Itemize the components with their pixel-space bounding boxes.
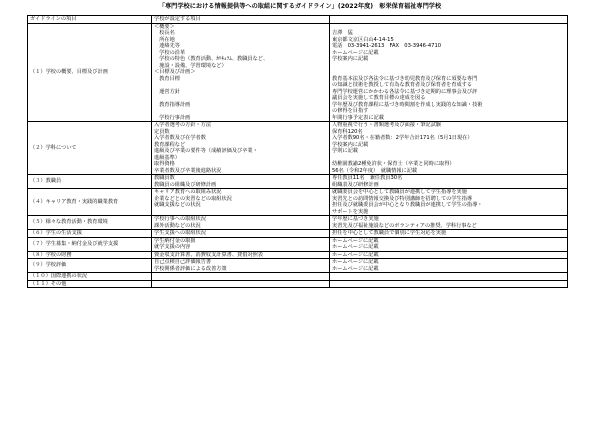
- school-item: 企業などとの実習などの取組状況: [154, 195, 232, 202]
- item-content: 吉澤 猛: [332, 30, 353, 36]
- item-content: 学年歴及び教育課程に基づき時間割を作成し実践的な知識・技術: [332, 101, 483, 108]
- section-label: （８）学校の財務: [28, 251, 152, 259]
- school-item: 運営方針: [154, 88, 180, 95]
- content-cell: [330, 122, 568, 175]
- school-item: ＜目標及び計画＞: [154, 69, 196, 75]
- content-cell: [330, 280, 568, 288]
- school-item: 教職員数: [154, 175, 175, 181]
- item-content: [332, 273, 565, 280]
- item-content: 入学者数90名・在籍者数：2学年合計171名（5月1日現在）: [332, 135, 473, 141]
- section-row: [28, 216, 568, 230]
- item-content: 担任及び就職委員会が中心となり教職員が連携して学生の指導・: [332, 202, 483, 208]
- school-item: 学校行事計画: [154, 114, 191, 121]
- section-label: （３）教職員: [28, 175, 152, 189]
- school-item: 課外活動などの状況: [154, 222, 201, 229]
- school-item: 連絡先等: [154, 43, 180, 49]
- item-content: 56名（令和2年度） 就職情報に記載: [332, 167, 418, 174]
- section-label: （９）学校評価: [28, 259, 152, 273]
- section-label: （６）学生の生活支援: [28, 230, 152, 238]
- content-cell: [330, 259, 568, 273]
- school-items-cell: [152, 189, 330, 216]
- section-row: [28, 230, 568, 238]
- item-content: 人物重視で行う・書類選考及び面接・筆記試験: [332, 122, 441, 128]
- school-item: [154, 209, 327, 216]
- item-content: 学校案内に記載: [332, 56, 369, 62]
- section-label: （２）学科について: [28, 122, 152, 175]
- school-item: 定員数: [154, 128, 170, 135]
- item-content: 学校案内に記載: [332, 141, 369, 148]
- item-content: 教育基本法及び各法令に基づき幼児教育及び保育に須要な専門: [332, 75, 478, 82]
- header-content: [330, 16, 568, 24]
- school-item: 学校関係者評価による改善方策: [154, 265, 227, 272]
- section-row: [28, 251, 568, 259]
- school-item: 就職支援などの状況: [154, 202, 201, 208]
- item-content: ホームページに記載: [332, 237, 379, 244]
- item-content: 就職委員会を中心として教職員が連携して学生指導を実施: [332, 189, 467, 195]
- content-cell: [330, 251, 568, 259]
- section-row: [28, 189, 568, 216]
- section-row: [28, 237, 568, 251]
- item-content: ホームページに記載: [332, 251, 379, 258]
- section-row: [28, 259, 568, 273]
- section-label: （４）キャリア教育・実践的職業教育: [28, 189, 152, 216]
- school-item: 就学支援の内容: [154, 244, 191, 250]
- school-item: 卒業者数及び卒業後進路状況: [154, 167, 222, 174]
- section-label: （１１）その他: [28, 280, 152, 288]
- item-content: 組織表及び研修計画: [332, 181, 379, 188]
- content-cell: [330, 230, 568, 238]
- school-item: 学生支援への取組状況: [154, 230, 206, 236]
- school-item: キャリア教育への取組み状況: [154, 189, 222, 195]
- item-content: 議員会を実施して教育目標の達成を図る: [332, 95, 426, 101]
- item-content: 学年歴に基づき実施: [332, 216, 379, 222]
- school-item: 教育指導計画: [154, 101, 191, 108]
- document-title: 「専門学校における情報提供等への取組に関するガイドライン」(2022年度) 彰栄保育福祉専門学校: [158, 3, 442, 10]
- item-content: 保育科120名: [332, 128, 363, 135]
- school-item: 取得資格: [154, 161, 175, 167]
- school-items-cell: [152, 122, 330, 175]
- section-row: [28, 280, 568, 288]
- school-item: 進級及び卒業の要件等（成績評価及び卒業・: [154, 148, 258, 154]
- school-items-cell: [152, 230, 330, 238]
- section-label: （５）様々な教育活動・教育環境: [28, 216, 152, 230]
- section-row: [28, 23, 568, 122]
- item-content: 東京都文京区白山4-14-15: [332, 36, 394, 43]
- item-content: 実習先及び福祉施設などのボランティアの推奨、学科行事など: [332, 222, 477, 229]
- school-items-cell: [152, 237, 330, 251]
- section-row: [28, 273, 568, 281]
- item-content: ホームページに記載: [332, 49, 379, 56]
- item-content: 幼稚園教諭2種免許状・保育士（卒業と同時に取得）: [332, 161, 455, 167]
- header-guideline: ガイドラインの項目: [28, 16, 152, 24]
- content-cell: [330, 216, 568, 230]
- item-content: サポートを実施: [332, 208, 369, 215]
- header-school: 学校が設定する項目: [152, 16, 330, 24]
- section-row: [28, 175, 568, 189]
- school-item: 教育目標: [154, 75, 180, 82]
- item-content: 電話 03-3941-2613 FAX 03-3946-4710: [332, 43, 442, 49]
- school-items-cell: [152, 175, 330, 189]
- school-item: 教育課程など: [154, 141, 186, 148]
- school-item: 教職員の組織及び研修計画: [154, 181, 217, 188]
- item-content: ホームページに記載: [332, 265, 379, 272]
- section-row: [28, 122, 568, 175]
- section-label: （１０）国際連携の状況: [28, 273, 152, 281]
- item-content: 実習先との訪問情報交換及び特別講師を招聘しての学生指導: [332, 195, 473, 202]
- school-item: 進級基準）: [154, 154, 180, 161]
- content-cell: [330, 237, 568, 251]
- school-item: 施設・設備、学習環境など）: [154, 62, 227, 69]
- school-items-cell: [152, 280, 330, 288]
- school-item: 自己点検自己評価報告書: [154, 259, 212, 265]
- guideline-table: [27, 15, 568, 288]
- school-items-cell: [152, 259, 330, 273]
- school-items-cell: [152, 216, 330, 230]
- school-item: 校長名: [154, 30, 175, 36]
- item-content: の知識と技術を教授して有為な教育者及び保育者を育成する: [332, 82, 473, 88]
- item-content: ホームページに記載: [332, 244, 379, 250]
- school-items-cell: [152, 273, 330, 281]
- item-content: [332, 281, 565, 288]
- school-item: [154, 273, 327, 280]
- content-cell: [330, 189, 568, 216]
- school-items-cell: [152, 23, 330, 122]
- item-content: 学則に記載: [332, 148, 358, 154]
- school-item: [154, 281, 327, 288]
- school-items-cell: [152, 251, 330, 259]
- section-label: （７）学生募集・納付金及び就学支援: [28, 237, 152, 251]
- school-item: 学校行事への取組状況: [154, 216, 206, 222]
- section-label: （１）学校の概要、目標及び計画: [28, 23, 152, 122]
- item-content: 専任教員11名 兼任教員30名: [332, 175, 403, 181]
- school-item: 入学者数及び在学者数: [154, 135, 206, 141]
- content-cell: [330, 273, 568, 281]
- item-content: ホームページに記載: [332, 259, 379, 265]
- school-item: 学校の特色（教育活動、ｶﾘｷｭﾗﾑ、教職員など、: [154, 56, 269, 62]
- school-item: 資金収支計算書、消費収支計算書、貸借対照表: [154, 251, 263, 258]
- item-content: 専門学校運営にかかわる各法令に基づき定期的に理事会及び評: [332, 88, 478, 95]
- item-content: 年間行事予定表に記載: [332, 114, 384, 121]
- table-body: [28, 23, 568, 288]
- content-cell: [330, 175, 568, 189]
- school-item: 学生納付金の取扱: [154, 237, 196, 244]
- school-item: 学校の沿革: [154, 49, 186, 56]
- header-row: [28, 16, 568, 24]
- school-item: ＜概要＞: [154, 23, 175, 30]
- item-content: の修得を目指す: [332, 108, 369, 114]
- item-content: 担任を中心として教職員で個別に学生対応を実施: [332, 230, 447, 236]
- school-item: 所在地: [154, 36, 175, 43]
- content-cell: [330, 23, 568, 122]
- school-item: 入学者選考の方針・方法: [154, 122, 212, 128]
